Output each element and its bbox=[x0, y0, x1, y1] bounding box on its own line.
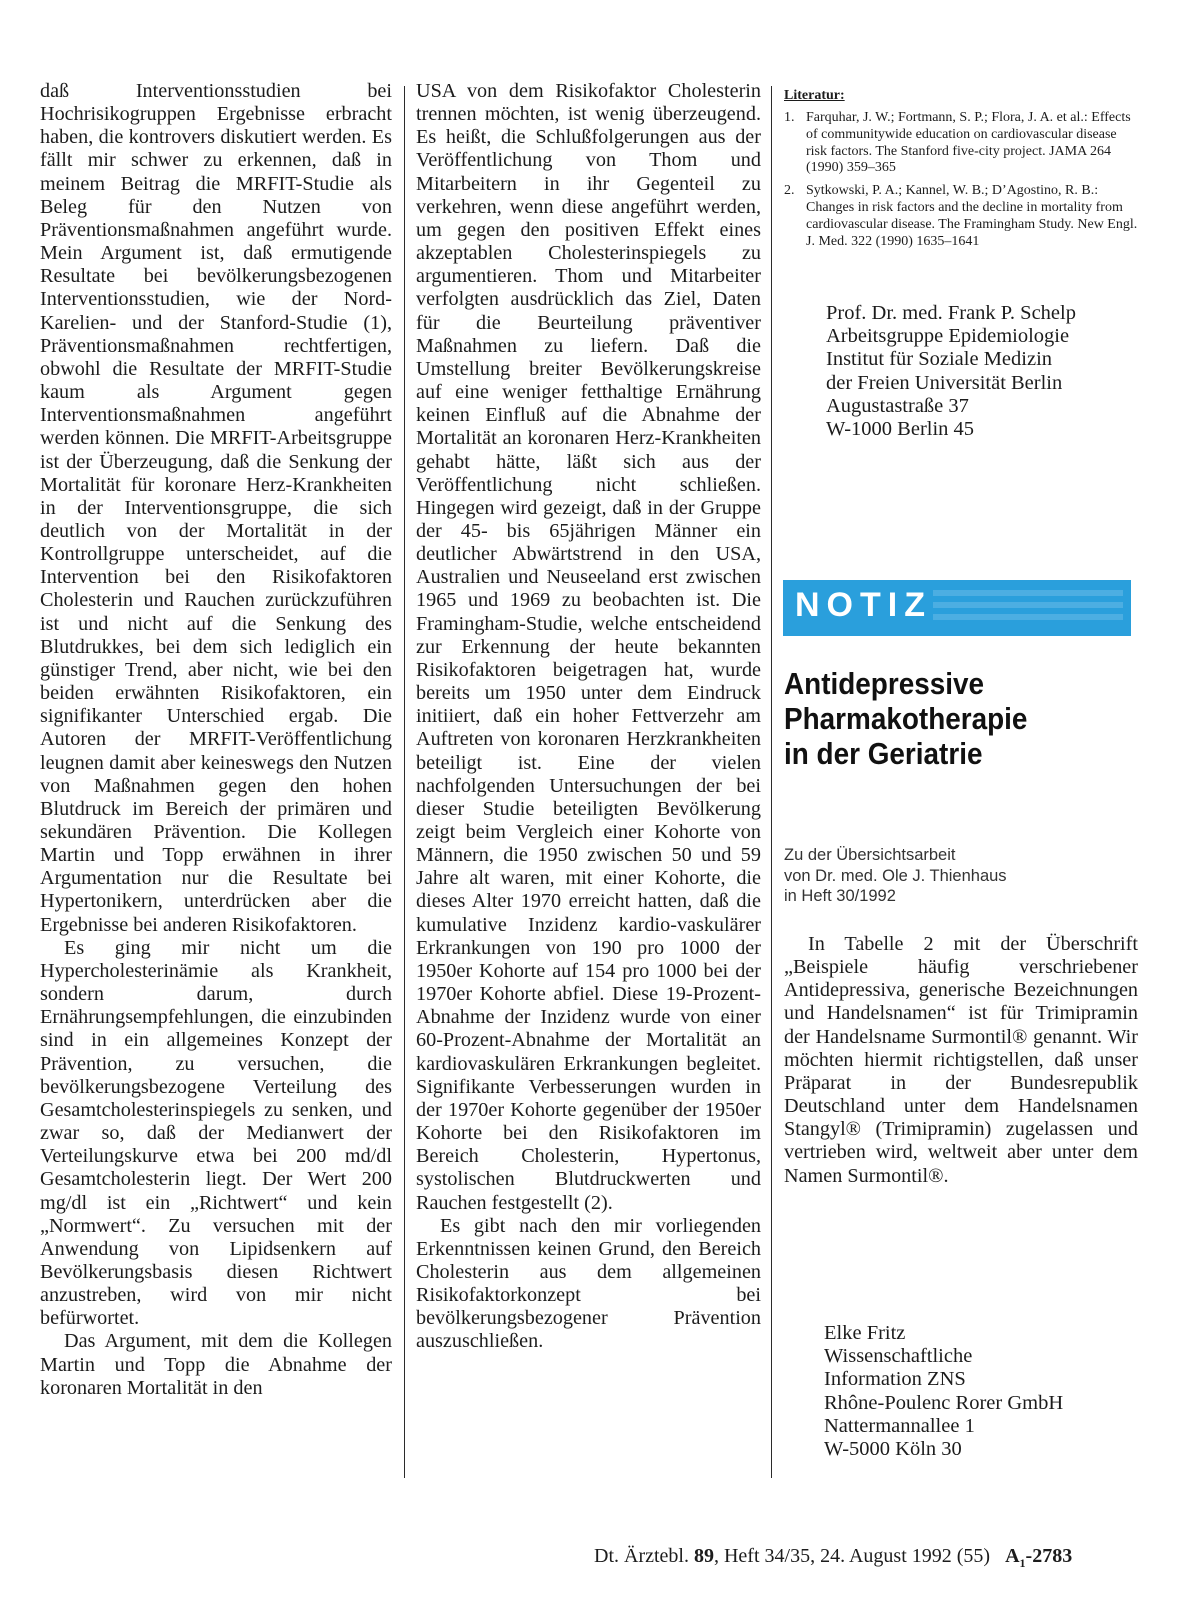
col1-paragraph-2: Es ging mir nicht um die Hypercholesterinämie als Krankheit, sondern darum, durch Ernährungsempfehlungen, die einzubinden sind in ein allgemeines Konzept der Prävention, zu versuchen, die bevölkerungsbezogene Verteilung des Gesamtcholesterinspiegels zu senken, und zwar so, daß der Medianwert der Verteilungskurve etwa bei 200 md/dl Gesamtcholesterin liegt. Der Wert 200 mg/dl ist ein „Richtwert“ und kein „Normwert“. Zu versuchen mit der Anwendung von Lipidsenkern auf Bevölkerungsbasis diesen Richtwert anzustreben, wird von mir nicht befürwortet. bbox=[40, 936, 392, 1330]
title-line: Pharmakotherapie bbox=[784, 701, 1028, 736]
subtitle-line: Zu der Übersichtsarbeit bbox=[784, 846, 956, 864]
reference-number: 1. bbox=[784, 110, 795, 125]
address-line: W-5000 Köln 30 bbox=[824, 1438, 962, 1461]
author-address-1 bbox=[826, 302, 1076, 441]
address-line: W-1000 Berlin 45 bbox=[826, 418, 975, 441]
col2-paragraph-2: Es gibt nach den mir vorliegenden Erkenntnissen keinen Grund, den Bereich Cholesterin aus dem allgemeinen Risikofaktorkonzept bei bevölkerungsbezogener Prävention auszuschließen. bbox=[416, 1214, 761, 1353]
literature-heading: Literatur: bbox=[784, 88, 845, 103]
col1-paragraph-1: daß Interventionsstudien bei Hochrisikogruppen Ergebnisse erbracht haben, die kontrovers diskutiert werden. Es fällt mir schwer zu erkennen, daß in meinem Beitrag die MRFIT-Studie als Beleg für den Nutzen von Präventionsmaßnahmen angeführt wurde. Mein Argument ist, daß ermutigende Resultate bei bevölkerungsbezogenen Interventionsstudien, wie der Nord-Karelien- und der Stanford-Studie (1), Präventionsmaßnahmen rechtfertigen, obwohl die Resultate der MRFIT-Studie kaum als Argument gegen Interventionsmaßnahmen angeführt werden können. Die MRFIT-Arbeitsgruppe ist der Überzeugung, daß die Senkung der Mortalität für koronare Herz-Krankheiten in der Interventionsgruppe, die sich deutlich von der Mortalität in der Kontrollgruppe unterscheidet, auf die Intervention bei den Risikofaktoren Cholesterin und Rauchen zurückzuführen ist und nicht auf die Senkung des Blutdrukkes, bei dem sich lediglich ein günstiger Trend, aber nicht, wie bei den beiden erwähnten Risikofaktoren, ein signifikanter Unterschied ergab. Die Autoren der MRFIT-Veröffentlichung leugnen damit aber keineswegs den Nutzen von Maßnahmen gegen den hohen Blutdruck im Bereich der primären und sekundären Prävention. Die Kollegen Martin und Topp erwähnen in ihrer Argumentation nur die Resultate bei Hypertonikern, unterdrücken aber die Ergebnisse bei anderen Risikofaktoren. bbox=[40, 80, 392, 936]
notiz-banner bbox=[783, 580, 1131, 636]
column-rule-2 bbox=[771, 86, 772, 1478]
address-line: der Freien Universität Berlin bbox=[826, 371, 1063, 394]
notiz-title bbox=[784, 666, 1103, 771]
address-line: Information ZNS bbox=[824, 1368, 966, 1391]
address-line: Wissenschaftliche bbox=[824, 1345, 973, 1368]
author-address-2 bbox=[824, 1322, 1063, 1461]
page-number bbox=[1005, 1545, 1073, 1570]
letter-column-1 bbox=[40, 80, 392, 1400]
letter-column-2 bbox=[416, 80, 761, 1354]
address-line: Prof. Dr. med. Frank P. Schelp bbox=[826, 302, 1076, 324]
notiz-label: NOTIZ bbox=[795, 586, 932, 624]
reference-number: 2. bbox=[784, 183, 795, 199]
address-line: Rhône-Poulenc Rorer GmbH bbox=[824, 1391, 1064, 1414]
reference-list bbox=[784, 110, 1138, 250]
page-footer bbox=[594, 1545, 1072, 1571]
title-line: in der Geriatrie bbox=[784, 736, 983, 771]
banner-texture bbox=[933, 590, 1123, 626]
address-line: Augustastraße 37 bbox=[826, 394, 969, 417]
page-subscript: 1 bbox=[1019, 1556, 1026, 1570]
literature-section bbox=[784, 88, 1138, 256]
journal-name: Dt. Ärztebl. bbox=[594, 1545, 689, 1567]
journal-volume: 89 bbox=[693, 1545, 714, 1567]
notiz-body bbox=[784, 933, 1138, 1188]
notiz-paragraph: In Tabelle 2 mit der Überschrift „Beispiele häufig verschriebener Antidepressiva, generische Bezeichnungen und Handelsnamen“ ist für Trimipramin der Handelsname Surmontil® genannt. Wir möchten hiermit richtigstellen, daß unser Präparat in der Bundesrepublik Deutschland unter dem Handelsnamen Stangyl® (Trimipramin) zugelassen und vertrieben wird, weltweit aber unter dem Namen Surmontil®. bbox=[784, 933, 1138, 1187]
reference-text: Farquhar, J. W.; Fortmann, S. P.; Flora, J. A. et al.: Effects of communitywide education on cardiovascular disease risk factors. The Stanford five-city project. JAMA 264 (1990) 359–365 bbox=[806, 110, 1131, 176]
page-prefix: A bbox=[1005, 1545, 1020, 1567]
issue-info: , Heft 34/35, 24. August 1992 (55) bbox=[713, 1545, 991, 1567]
page-num: -2783 bbox=[1025, 1545, 1073, 1567]
title-line: Antidepressive bbox=[784, 666, 985, 701]
subtitle-line: von Dr. med. Ole J. Thienhaus bbox=[784, 866, 1007, 885]
column-rule-1 bbox=[404, 86, 405, 1478]
reference-item bbox=[784, 183, 1138, 250]
reference-item bbox=[784, 110, 1138, 177]
address-line: Institut für Soziale Medizin bbox=[826, 348, 1053, 371]
col1-paragraph-3: Das Argument, mit dem die Kollegen Martin und Topp die Abnahme der koronaren Mortalität in den bbox=[40, 1330, 392, 1399]
reference-text: Sytkowski, P. A.; Kannel, W. B.; D’Agostino, R. B.: Changes in risk factors and the decline in mortality from cardiovascular disease. The Framingham Study. New Engl. J. Med. 322 (1990) 1635–1641 bbox=[806, 183, 1138, 249]
col2-paragraph-1: USA von dem Risikofaktor Cholesterin trennen möchten, ist wenig überzeugend. Es heißt, die Schlußfolgerungen aus der Veröffentlichung von Thom und Mitarbeitern in ihr Gegenteil zu verkehren, wenn diese angeführt werden, um gegen den positiven Effekt eines akzeptablen Cholesterinspiegels zu argumentieren. Thom und Mitarbeiter verfolgten ausdrücklich das Ziel, Daten für die Beurteilung präventiver Maßnahmen zu liefern. Daß die Umstellung breiter Bevölkerungskreise auf eine weniger fetthaltige Ernährung keinen Einfluß auf die Abnahme der Mortalität an koronaren Herz-Krankheiten gehabt hätte, läßt sich aus der Veröffentlichung nicht schließen. Hingegen wird gezeigt, daß in der Gruppe der 45- bis 65jährigen Männer ein deutlicher Abwärtstrend in den USA, Australien und Neuseeland erst zwischen 1965 und 1969 zu beobachten ist. Die Framingham-Studie, welche entscheidend zur Erkennung der heute bekannten Risikofaktoren beigetragen hat, wurde bereits um 1950 unter dem Eindruck initiiert, daß ein hoher Fettverzehr am Auftreten von koronaren Herzkrankheiten beteiligt ist. Eine der vielen nachfolgenden Untersuchungen der bei dieser Studie beteiligten Bevölkerung zeigt beim Vergleich einer Kohorte von Männern, die 1950 zwischen 50 und 59 Jahre alt waren, mit einer Kohorte, die dieses Alter 1970 erreicht hatten, daß die kumulative Inzidenz kardio-vaskulärer Erkrankungen von 190 pro 1000 der 1950er Kohorte auf 154 pro 1000 bei der 1970er Kohorte abfiel. Diese 19-Prozent-Abnahme der Inzidenz wurde von einer 60-Prozent-Abnahme der Mortalität an kardiovaskulären Erkrankungen begleitet. Signifikante Verbesserungen wurden in der 1970er Kohorte gegenüber der 1950er Kohorte bei den Risikofaktoren im Bereich Cholesterin, Hypertonus, systolischen Blutdruckwerten und Rauchen festgestellt (2). bbox=[416, 80, 761, 1214]
subtitle-line: in Heft 30/1992 bbox=[784, 887, 896, 905]
address-line: Arbeitsgruppe Epidemiologie bbox=[826, 325, 1070, 348]
address-line: Elke Fritz bbox=[824, 1322, 906, 1344]
address-line: Nattermannallee 1 bbox=[824, 1414, 975, 1437]
notiz-subtitle bbox=[784, 845, 1007, 907]
